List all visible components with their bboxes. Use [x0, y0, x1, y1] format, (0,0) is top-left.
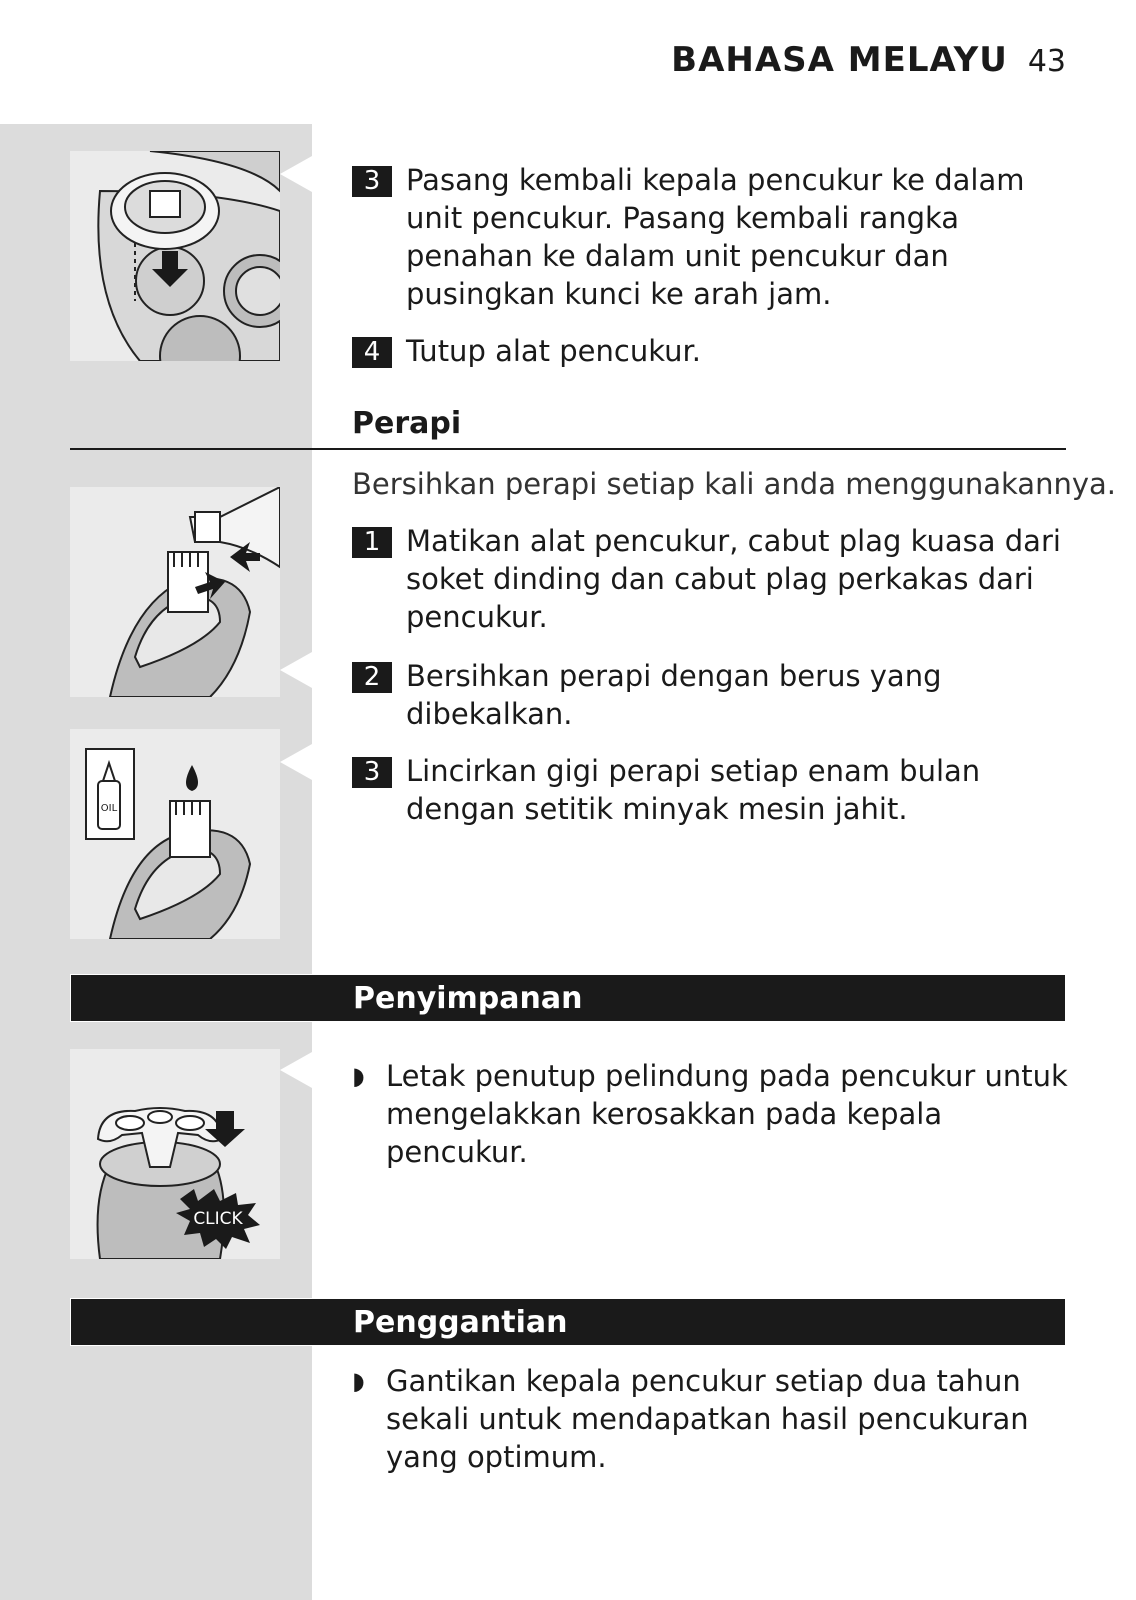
step-number: 4 [352, 337, 392, 368]
replacement-section-bar [70, 1298, 1066, 1346]
trimmer-heading: Perapi [352, 406, 462, 441]
bullet-text: Letak penutup pelindung pada pencukur untuk mengelakkan kerosakkan pada kepala pencukur. [386, 1059, 1068, 1169]
illustration-pointer [280, 652, 312, 688]
step-number: 2 [352, 662, 392, 693]
illustration-pointer [280, 156, 312, 192]
illustration-pointer [280, 1052, 312, 1088]
bullet-marker: ◗ [352, 1367, 365, 1395]
trimmer-brush-illustration [70, 487, 280, 697]
trimmer-oil-illustration [70, 729, 280, 939]
protection-cap-illustration [70, 1049, 280, 1259]
bullet-text: Gantikan kepala pencukur setiap dua tahun sekali untuk mendapatkan hasil pencukuran yang optimum. [386, 1364, 1029, 1474]
storage-section-bar [70, 974, 1066, 1022]
page-number: 43 [1027, 44, 1066, 79]
step-item [352, 332, 1072, 370]
step-text: Matikan alat pencukur, cabut plag kuasa dari soket dinding dan cabut plag perkakas dari pencukur. [406, 524, 1061, 634]
shaving-head-illustration [70, 151, 280, 361]
step-text: Bersihkan perapi dengan berus yang dibekalkan. [406, 659, 942, 731]
step-number: 1 [352, 527, 392, 558]
replacement-bullet [352, 1362, 1072, 1476]
step-item [352, 161, 1072, 313]
illustration-pointer [280, 744, 312, 780]
step-item [352, 522, 1072, 636]
step-number: 3 [352, 166, 392, 197]
language-title: BAHASA MELAYU [671, 40, 1008, 80]
replacement-heading: Penggantian [353, 1305, 568, 1340]
step-item [352, 657, 1072, 733]
step-text: Pasang kembali kepala pencukur ke dalam unit pencukur. Pasang kembali rangka penahan ke dalam unit pencukur dan pusingkan kunci ke arah jam. [406, 163, 1025, 311]
step-text: Lincirkan gigi perapi setiap enam bulan dengan setitik minyak mesin jahit. [406, 754, 981, 826]
step-text: Tutup alat pencukur. [406, 334, 701, 368]
step-item [352, 752, 1072, 828]
bullet-marker: ◗ [352, 1062, 365, 1090]
page-header [671, 40, 1066, 80]
trimmer-intro: Bersihkan perapi setiap kali anda menggunakannya. [352, 467, 1116, 501]
storage-bullet [352, 1057, 1072, 1171]
click-label: CLICK [193, 1209, 243, 1229]
oil-bottle-label: OIL [100, 803, 118, 814]
section-divider [70, 448, 1066, 450]
step-number: 3 [352, 757, 392, 788]
storage-heading: Penyimpanan [353, 981, 583, 1016]
